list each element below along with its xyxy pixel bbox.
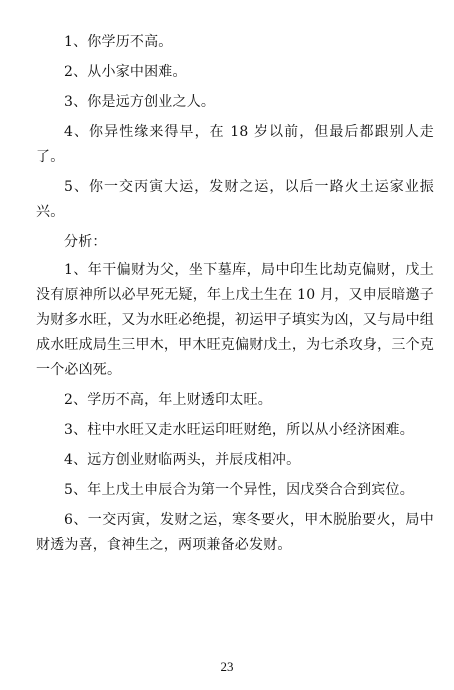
- page-number: 23: [220, 659, 234, 674]
- paragraph-4: 4、你异性缘来得早，在 18 岁以前，但最后都跟别人走了。: [36, 124, 434, 165]
- paragraph-1: 1、你学历不高。: [64, 34, 173, 50]
- analysis-paragraph-5: 5、年上戊土申辰合为第一个异性，因戊癸合合到宾位。: [64, 482, 414, 498]
- paragraph-2: 2、从小家中困难。: [64, 64, 187, 80]
- analysis-paragraph-3: 3、柱中水旺又走水旺运印旺财绝，所以从小经济困难。: [64, 422, 414, 438]
- analysis-paragraph-6: 6、一交丙寅，发财之运，寒冬要火，甲木脱胎要火，局中财透为喜，食神生之，两项兼备必发财。: [36, 512, 434, 553]
- document-body: [36, 30, 434, 563]
- paragraph-3: 3、你是远方创业之人。: [64, 94, 216, 110]
- analysis-paragraph-4: 4、远方创业财临两头，并辰戌相冲。: [64, 452, 301, 468]
- analysis-heading: 分析：: [64, 234, 107, 250]
- analysis-paragraph-1: 1、年干偏财为父，坐下墓库，局中印生比劫克偏财，戊土没有原神所以必早死无疑，年上戊土生在 10 月，又申辰暗邀子为财多水旺，又为水旺必绝提，初运甲子填实为凶，又与局中组成水旺成局生三甲木，甲木旺克偏财戊土，为七杀攻身，三个克一个必凶死。: [36, 262, 434, 378]
- analysis-paragraph-2: 2、学历不高，年上财透印太旺。: [64, 392, 272, 408]
- paragraph-5: 5、你一交丙寅大运，发财之运，以后一路火土运家业振兴。: [36, 179, 434, 220]
